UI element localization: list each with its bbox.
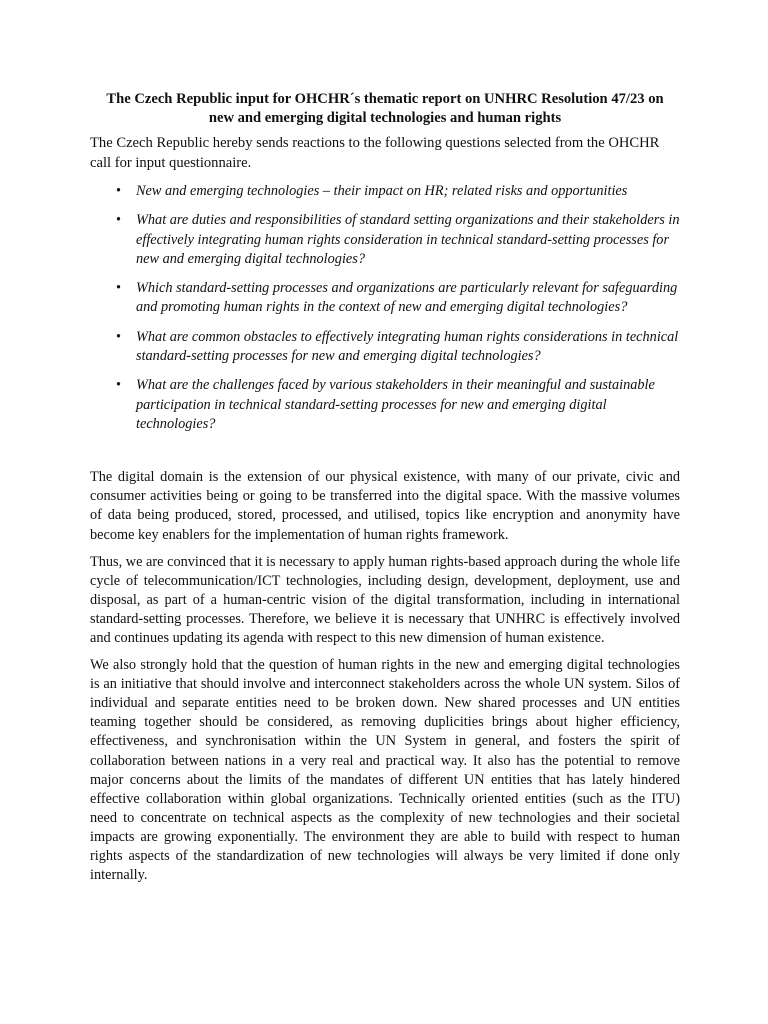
bullet-icon: • (116, 212, 122, 229)
body-paragraph: We also strongly hold that the question of human rights in the new and emerging digital technologies is an initiative that should involve and interconnect stakeholders across the whole UN system. Silos of individual and separate entities need to be broken down. New shared processes and UN entities teaming together should be considered, as removing duplicities brings about higher efficiency, effectiveness, and synchronisation within the UN System in general, and fosters the spirit of collaboration between nations in a very real and practical way. It also has the potential to remove major concerns about the limits of the mandates of different UN entities that has lately hindered effective collaboration within global organizations. Technically oriented entities (such as the ITU) need to concentrate on technical aspects as the complexity of new technologies and their societal impacts are growing exponentially. The environment they are able to build with respect to human rights aspects of the standardization of new technologies will always be very limited if done only internally. (90, 657, 680, 884)
question-item (90, 376, 680, 434)
bullet-icon: • (116, 280, 122, 297)
question-text: What are common obstacles to effectively integrating human rights considerations in technical standard-setting processes for new and emerging digital technologies? (136, 328, 679, 365)
question-item (90, 211, 680, 269)
document-page (90, 90, 680, 893)
question-list (90, 182, 680, 434)
question-text: New and emerging technologies – their impact on HR; related risks and opportunities (136, 183, 628, 199)
title-line-1: The Czech Republic input for OHCHR´s thematic report on UNHRC Resolution 47/23 on (106, 91, 664, 107)
title-line-2: new and emerging digital technologies and human rights (208, 110, 562, 126)
body-paragraph: The digital domain is the extension of our physical existence, with many of our private, civic and consumer activities being or going to be transferred into the digital space. With the massive volumes of data being produced, stored, processed, and utilised, topics like encryption and anonymity have become key enablers for the implementation of human rights framework. (90, 469, 680, 543)
body-section (90, 468, 680, 885)
bullet-icon: • (116, 377, 122, 394)
bullet-icon: • (116, 183, 122, 199)
question-text: What are the challenges faced by various stakeholders in their meaningful and sustainable participation in technical standard-setting processes for new and emerging digital technologies? (136, 377, 655, 432)
intro-paragraph: The Czech Republic hereby sends reactions to the following questions selected from the OHCHR call for input questionnaire. (90, 135, 660, 171)
document-title (90, 90, 680, 128)
question-item (90, 328, 680, 367)
bullet-icon: • (116, 328, 122, 345)
question-text: What are duties and responsibilities of standard setting organizations and their stakeholders in effectively integrating human rights consideration in technical standard-setting processes for new and emerging digital technologies? (136, 212, 680, 267)
body-paragraph: Thus, we are convinced that it is necessary to apply human rights-based approach during the whole life cycle of telecommunication/ICT technologies, including design, development, deployment, use and disposal, as part of a human-centric vision of the digital transformation, including in international standard-setting processes. Therefore, we believe it is necessary that UNHRC is effectively involved and continues updating its agenda with respect to this new dimension of human existence. (90, 553, 680, 647)
question-item (90, 279, 680, 318)
question-text: Which standard-setting processes and organizations are particularly relevant for safeguarding and promoting human rights in the context of new and emerging digital technologies? (136, 280, 678, 316)
question-item (90, 182, 680, 201)
